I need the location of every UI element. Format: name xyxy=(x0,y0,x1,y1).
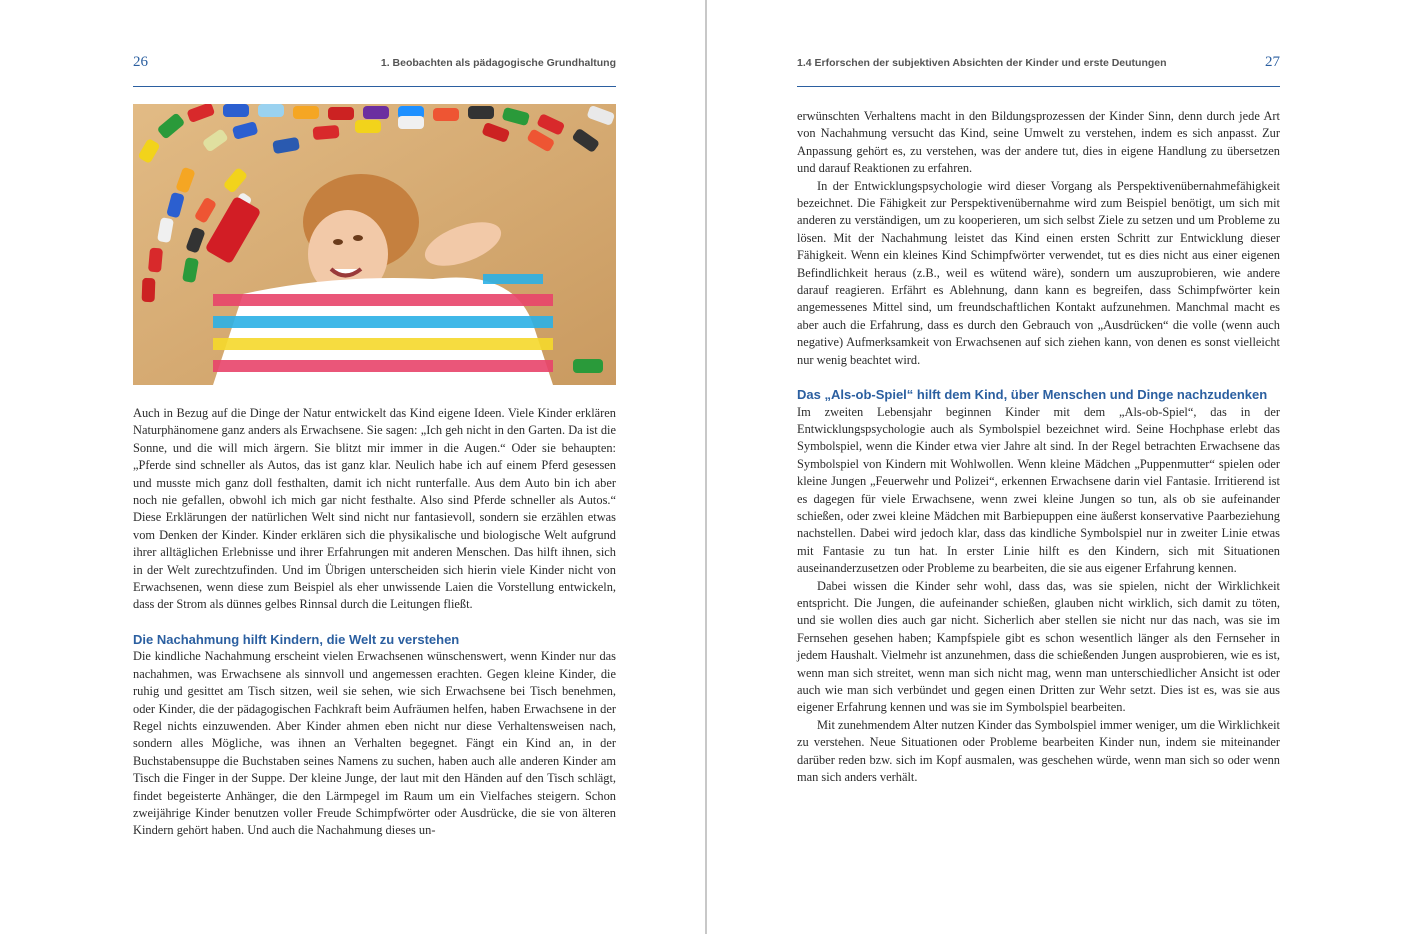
child-with-toy-cars-photo xyxy=(133,104,616,385)
header-rule xyxy=(133,86,616,87)
running-header: 1.4 Erforschen der subjektiven Absichten der Kinder und erste Deutungen xyxy=(797,57,1167,69)
body-paragraph: Die kindliche Nachahmung erscheint vielen Erwachsenen wünschenswert, wenn Kinder nur das nachahmen, was Erwachsene als sinnvoll und angemessen erachten. Gegen kleine Kinder, die ruhig und gesittet am Tisch sitzen, weil sie sehen, wie sich Erwachsene bei Tisch benehmen, oder Kinder, die der pädagogischen Fachkraft beim Aufräumen helfen, haben Erwachsene in der Regel nichts einzuwenden. Aber Kinder ahmen eben nicht nur diese Verhaltensweisen nach, sondern alles Mögliche, was ihnen an Verhalten begegnet. Fängt ein Kind an, in der Buchstabensuppe die Buchstaben seines Namens zu suchen, haben auch alle anderen Kinder am Tisch die Finger in der Suppe. Der kleine Junge, der laut mit den Händen auf den Tisch schlägt, findet begeisterte Anhänger, die den Lärmpegel im Raum um ein Vielfaches steigern. Schon zweijährige Kinder benutzen voller Freude Schimpfwörter oder Ausdrücke, die sie von älteren Kindern gehört haben. Und auch die Nachahmung dieses un- xyxy=(133,649,616,838)
subheading: Die Nachahmung hilft Kindern, die Welt zu verstehen xyxy=(133,631,460,647)
photo-illustration xyxy=(133,104,616,385)
left-body xyxy=(133,405,616,840)
right-page xyxy=(708,0,1414,934)
body-paragraph: Dabei wissen die Kinder sehr wohl, dass das, was sie spielen, nicht der Wirklichkeit entspricht. Die Jungen, die aufeinander schießen, glauben nicht wirklich, sich damit zu töten, und sie wollen dies auch gar nicht. Sicherlich aber stellen sie nicht nur das nach, was sie im Fernsehen gesehen haben; Kampfspiele gibt es schon wesentlich länger als den Fernseher in jedem Haushalt. Vielmehr ist anzunehmen, dass die schießenden Jungen ausprobieren, wie es ist, wenn man sich streitet, wenn man sich nicht mag, wenn man unterschiedlicher Ansicht ist oder auch wie man sich verbündet und gegen einen Dritten zur Wehr setzt. Dies ist es, was sie aus eigener Erfahrung kennen und was sie im Symbolspiel bearbeiten. xyxy=(797,578,1280,715)
left-header xyxy=(133,54,616,76)
body-paragraph: Auch in Bezug auf die Dinge der Natur entwickelt das Kind eigene Ideen. Viele Kinder erklären Naturphänomene ganz anders als Erwachsene. Sie sagen: „Ich geh nicht in den Garten. Da ist die Sonne, und die will mich ärgern. Sie blitzt mir immer in die Augen.“ Oder sie behaupten: „Pferde sind schneller als Autos, das ist ganz klar. Neulich habe ich auf einem Pferd gesessen und musste mich ganz doll festhalten, damit ich nicht runterfalle. Aus dem Auto bin ich aber noch nie gefallen, obwohl ich mich gar nicht festhalte. Also sind Pferde schneller als Autos.“ Diese Erklärungen der natürlichen Welt sind nicht nur fantasievoll, sondern sie erzählen etwas vom Denken der Kinder. Kinder erklären sich die physikalische und biologische Welt aufgrund ihrer alltäglichen Erlebnisse und ihrer Erfahrungen mit anderen Menschen. Das hilft ihnen, sich in der Welt zurechtzufinden. Und im Übrigen unterscheiden sich hierin viele Kinder nicht von Erwachsenen, wenn diese zum Beispiel als eher unwissende Laien die Vorstellung entwickeln, dass der Strom als dünnes gelbes Rinnsal durch die Leitungen fließt. xyxy=(133,406,616,612)
left-page xyxy=(0,0,705,934)
running-header: 1. Beobachten als pädagogische Grundhaltung xyxy=(380,57,616,69)
body-paragraph: erwünschten Verhaltens macht in den Bildungsprozessen der Kinder Sinn, denn durch jede Art von Nachahmung versucht das Kind, seine Umwelt zu verstehen, indem es sich anpasst. Zur Anpassung gehört es, zu verstehen, was der andere tut, dies in eigene Handlung zu übersetzen und darauf Reaktionen zu erfahren. xyxy=(797,109,1280,176)
right-header xyxy=(797,54,1280,76)
page-number: 26 xyxy=(133,54,148,70)
body-paragraph: Im zweiten Lebensjahr beginnen Kinder mit dem „Als-ob-Spiel“, das in der Entwicklungspsychologie auch als Symbolspiel bezeichnet wird. Seine Hochphase erlebt das Symbolspiel, wenn die Kinder etwa vier Jahre alt sind. In der Regel betrachten Erwachsene das Symbolspiel von Kindern mit Wohlwollen. Wenn kleine Mädchen „Puppenmutter“ spielen oder kleine Jungen „Feuerwehr und Polizei“, erkennen Erwachsene darin viel Fantasie. Irritierend ist es dagegen für viele Erwachsene, wenn zwei kleine Jungen so tun, als ob sie aufeinander schießen, oder zwei kleine Mädchen mit Barbiepuppen eine äußerst konservative Paarbeziehung nachstellen. Dabei wird jedoch klar, dass das kindliche Symbolspiel nur in zweiter Linie etwas mit Fantasie zu tun hat. In erster Linie hilft es den Kindern, sich mit Situationen auseinanderzusetzen oder Probleme zu bearbeiten, die sie aus eigener Erfahrung kennen. xyxy=(797,404,1280,576)
body-paragraph: Mit zunehmendem Alter nutzen Kinder das Symbolspiel immer weniger, um die Wirklichkeit zu verstehen. Neue Situationen oder Probleme bearbeiten Kinder nun, indem sie miteinander darüber reden bzw. sich im Kopf ausmalen, was geschehen würde, wenn man sich so oder wenn man sich anders verhält. xyxy=(797,717,1280,785)
header-rule xyxy=(797,86,1280,87)
body-paragraph: In der Entwicklungspsychologie wird dieser Vorgang als Perspektivenübernahmefähigkeit bezeichnet. Die Fähigkeit zur Perspektivenübernahme wird zum Beispiel benötigt, um sich mit anderen zu verständigen, um zu kooperieren, um sich selbst Ziele zu setzen und um Probleme zu lösen. Mit der Nachahmung leistet das Kind einen ersten Schritt zur Entwicklung dieser Fähigkeit. Wenn ein kleines Kind Schimpfwörter verwendet, tut es dies nicht aus einer eigenen Befindlichkeit heraus (z.B., weil es wütend wäre), sondern um auszuprobieren, wie andere darauf reagieren. Erfährt es Ablehnung, dann kann es begreifen, dass Schimpfwörter kein angemessenes Mittel sind, um freundschaftlichen Kontakt aufzunehmen. Manchmal macht es aber auch die Erfahrung, dass es durch den Gebrauch von „Ausdrücken“ die volle (wenn auch negative) Aufmerksamkeit von Erwachsenen auf sich ziehen kann, von denen es sonst vielleicht nur wenig beachtet wird. xyxy=(797,178,1280,367)
page-number: 27 xyxy=(1265,54,1280,70)
subheading: Das „Als-ob-Spiel“ hilft dem Kind, über Menschen und Dinge nachzudenken xyxy=(797,387,1268,403)
book-gutter xyxy=(705,0,707,934)
right-body xyxy=(797,108,1280,786)
